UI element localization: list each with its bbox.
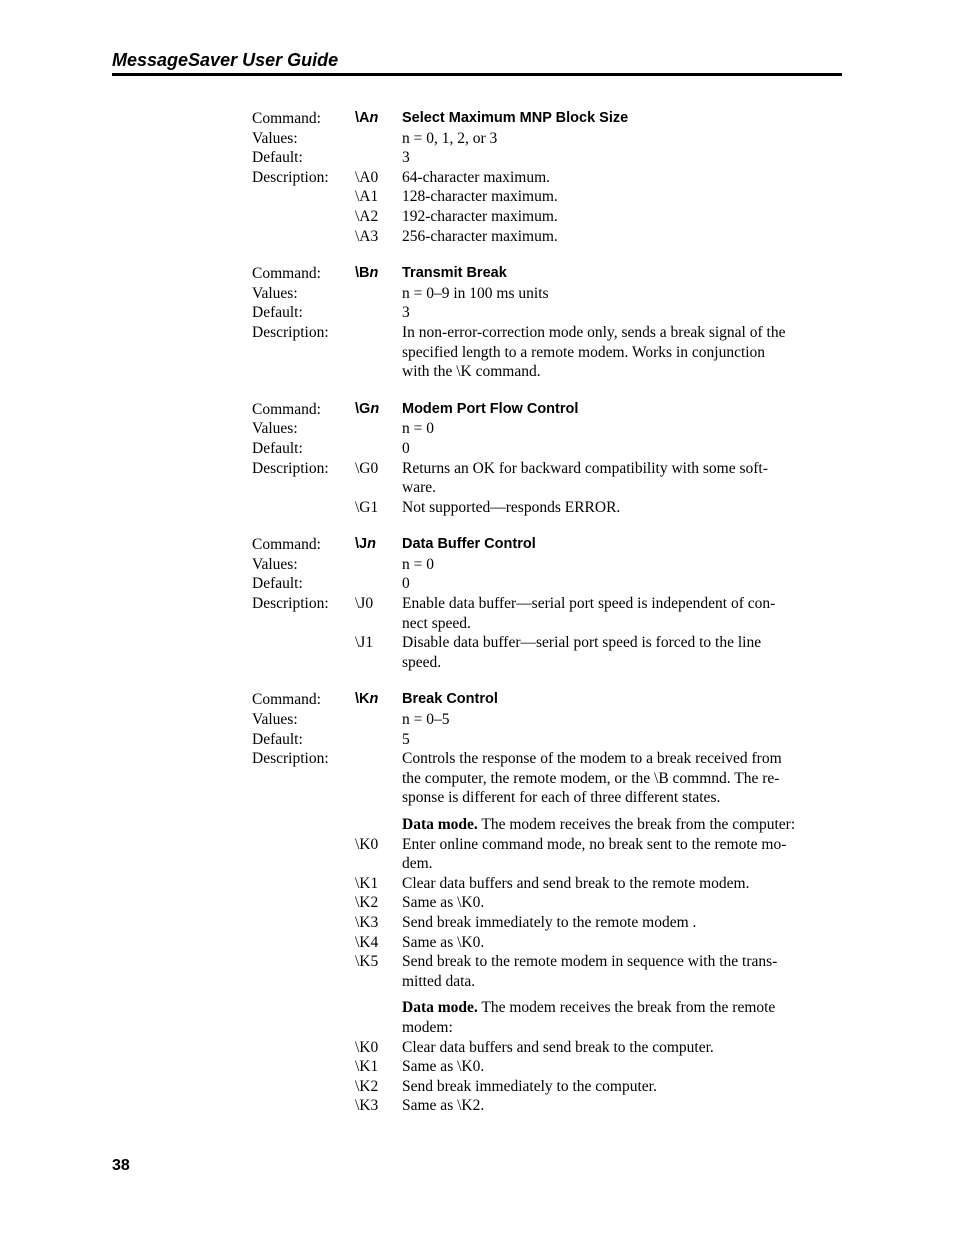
- mode-heading-text: The modem receives the break from the computer:: [477, 816, 796, 833]
- param-code: \J1: [355, 634, 374, 652]
- command-default: 5: [402, 730, 410, 748]
- param-description: 64-character maximum.: [402, 168, 551, 186]
- mode-label: Data mode.: [402, 999, 478, 1017]
- command-title: Data Buffer Control: [402, 536, 536, 553]
- mode-label: Data mode.: [402, 816, 478, 833]
- description-label: Description:: [252, 323, 329, 341]
- default-label: Default:: [252, 730, 303, 748]
- command-code-prefix: \K: [355, 691, 370, 708]
- command-code-prefix: \A: [355, 110, 370, 126]
- command-values: n = 0–9 in 100 ms units: [402, 284, 549, 302]
- page-header-title: MessageSaver User Guide: [112, 50, 339, 70]
- param-code: \K1: [355, 1058, 379, 1076]
- description-label: Description:: [252, 168, 329, 186]
- command-default: 3: [402, 149, 410, 167]
- mode-heading: [402, 815, 842, 835]
- param-description: dem.: [402, 855, 433, 873]
- description-line: sponse is different for each of three different states.: [402, 789, 721, 807]
- param-description: Enable data buffer—serial port speed is independent of con-: [402, 595, 776, 613]
- param-code: \K0: [355, 835, 379, 853]
- default-label: Default:: [252, 575, 303, 593]
- description-line: In non-error-correction mode only, sends a break signal of the: [402, 323, 786, 341]
- command-label: Command:: [252, 691, 321, 709]
- command-code-param: n: [369, 110, 379, 126]
- command-code-prefix: \B: [355, 265, 370, 282]
- command-block-b: [252, 264, 852, 382]
- param-description: Send break immediately to the computer.: [402, 1077, 657, 1095]
- mode-heading-text: The modem receives the break from the remote: [477, 999, 776, 1017]
- command-code-prefix: \G: [355, 400, 371, 417]
- command-title: Break Control: [402, 691, 498, 708]
- description-line: with the \K command.: [402, 363, 541, 381]
- param-description: Same as \K0.: [402, 1058, 485, 1076]
- command-values: n = 0–5: [402, 711, 450, 729]
- command-values: n = 0: [402, 420, 434, 438]
- values-label: Values:: [252, 555, 298, 573]
- command-code-param: n: [369, 691, 379, 708]
- param-code: \J0: [355, 595, 374, 613]
- command-values: n = 0: [402, 555, 434, 573]
- param-description: Same as \K0.: [402, 933, 485, 951]
- description-line: the computer, the remote modem, or the \B commnd. The re-: [402, 769, 780, 787]
- values-label: Values:: [252, 711, 298, 729]
- param-description: 192-character maximum.: [402, 207, 558, 225]
- command-block-g: [252, 400, 852, 518]
- param-description: speed.: [402, 653, 442, 671]
- header-rule: [112, 73, 842, 76]
- command-reference: [252, 109, 852, 1134]
- description-line: specified length to a remote modem. Works in conjunction: [402, 343, 766, 361]
- param-code: \A3: [355, 227, 379, 245]
- command-default: 0: [402, 439, 410, 457]
- command-label: Command:: [252, 265, 321, 283]
- param-description: Clear data buffers and send break to the computer.: [402, 1038, 714, 1056]
- param-description: Same as \K2.: [402, 1097, 485, 1115]
- param-code: \K0: [355, 1038, 379, 1056]
- param-code: \K2: [355, 894, 379, 912]
- command-code: [355, 264, 402, 284]
- param-description: Enter online command mode, no break sent to the remote mo-: [402, 835, 787, 853]
- param-description: Returns an OK for backward compatibility with some soft-: [402, 459, 768, 477]
- param-description: Send break immediately to the remote modem .: [402, 913, 697, 931]
- param-description: nect speed.: [402, 614, 471, 632]
- param-description: 128-character maximum.: [402, 188, 558, 206]
- values-label: Values:: [252, 129, 298, 147]
- command-title: Modem Port Flow Control: [402, 400, 579, 417]
- command-label: Command:: [252, 536, 321, 554]
- param-code: \A1: [355, 188, 379, 206]
- param-description: Send break to the remote modem in sequence with the trans-: [402, 953, 778, 971]
- command-code: [355, 535, 402, 555]
- param-code: \K3: [355, 913, 379, 931]
- param-code: \A2: [355, 207, 379, 225]
- mode-heading-text: modem:: [402, 1018, 453, 1036]
- command-values: n = 0, 1, 2, or 3: [402, 129, 498, 147]
- param-code: \K2: [355, 1077, 379, 1095]
- param-description: Same as \K0.: [402, 894, 485, 912]
- command-block-k: [252, 690, 852, 1115]
- values-label: Values:: [252, 420, 298, 438]
- param-code: \K3: [355, 1097, 379, 1115]
- description-label: Description:: [252, 750, 329, 768]
- param-code: \G1: [355, 498, 379, 516]
- command-code-param: n: [367, 536, 376, 553]
- command-label: Command:: [252, 110, 321, 127]
- command-block-a: [252, 109, 852, 246]
- param-code: \K5: [355, 953, 379, 971]
- command-code: [355, 690, 402, 710]
- command-block-j: [252, 535, 852, 672]
- command-code-param: n: [369, 265, 379, 282]
- page-number: 38: [112, 1157, 130, 1174]
- command-default: 0: [402, 575, 410, 593]
- command-title: Select Maximum MNP Block Size: [402, 110, 629, 126]
- default-label: Default:: [252, 304, 303, 322]
- param-code: \K4: [355, 933, 379, 951]
- param-description: Clear data buffers and send break to the remote modem.: [402, 874, 750, 892]
- description-label: Description:: [252, 595, 329, 613]
- param-description: 256-character maximum.: [402, 227, 558, 245]
- description-line: Controls the response of the modem to a break received from: [402, 750, 782, 768]
- values-label: Values:: [252, 284, 298, 302]
- command-code: [355, 400, 402, 420]
- description-label: Description:: [252, 459, 329, 477]
- param-description: Not supported—responds ERROR.: [402, 498, 621, 516]
- param-description: ware.: [402, 479, 436, 497]
- command-default: 3: [402, 304, 410, 322]
- mode-heading: [402, 998, 842, 1018]
- param-code: \A0: [355, 168, 379, 186]
- default-label: Default:: [252, 149, 303, 167]
- param-code: \K1: [355, 874, 379, 892]
- command-title: Transmit Break: [402, 265, 507, 282]
- param-description: Disable data buffer—serial port speed is forced to the line: [402, 634, 762, 652]
- command-code-param: n: [370, 400, 380, 417]
- param-description: mitted data.: [402, 972, 476, 990]
- default-label: Default:: [252, 439, 303, 457]
- command-label: Command:: [252, 400, 321, 418]
- param-code: \G0: [355, 459, 379, 477]
- command-code-prefix: \J: [355, 536, 368, 553]
- command-code: [355, 109, 402, 129]
